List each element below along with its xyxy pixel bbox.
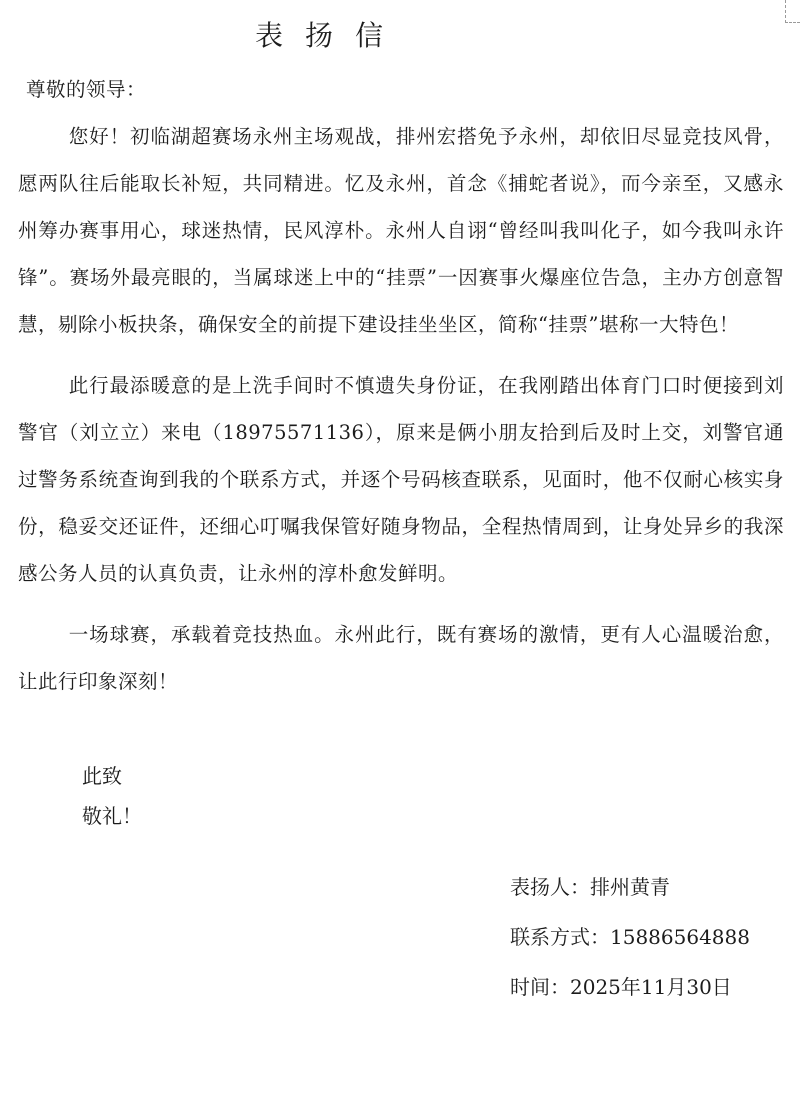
closing-line-2: 敬礼！ bbox=[82, 804, 142, 828]
paragraph-1: 您好！初临湖超赛场永州主场观战，排州宏搭免予永州，却依旧尽显竞技风骨，愿两队往后能取长补短，共同精进。忆及永州，首念《捕蛇者说》，而今亲至，又感永州筹办赛事用心，球迷热情，民风淳朴。永州人自诩“曾经叫我叫化子，如今我叫永许锋”。赛场外最亮眼的，当属球迷上中的“挂票”一因赛事火爆座位告急，主办方创意智慧，剔除小板抉条，确保安全的前提下建设挂坐坐区，简称“挂票”堪称一大特色！ bbox=[18, 125, 784, 336]
closing-line-1: 此致 bbox=[82, 764, 122, 788]
signature-block bbox=[510, 862, 750, 1012]
salutation: 尊敬的领导： bbox=[26, 78, 147, 101]
scan-edge-mark bbox=[785, 0, 800, 23]
signature-date: 时间：2025年11月30日 bbox=[510, 975, 732, 999]
signature-author: 表扬人：排州黄青 bbox=[510, 875, 670, 899]
paragraph-3: 一场球赛，承载着竞技热血。永州此行，既有赛场的激情，更有人心温暖治愈，让此行印象深刻！ bbox=[18, 623, 784, 693]
closing-block bbox=[82, 756, 142, 836]
letter-title: 表扬信 bbox=[254, 19, 405, 52]
letter-body bbox=[18, 66, 784, 705]
signature-contact: 联系方式：15886564888 bbox=[510, 925, 750, 949]
paragraph-2: 此行最添暖意的是上洗手间时不慎遗失身份证，在我刚踏出体育门口时便接到刘警官（刘立立）来电（18975571136），原来是俩小朋友拾到后及时上交，刘警官通过警务系统查询到我的个联系方式，并逐个号码核查联系，见面时，他不仅耐心核实身份，稳妥交还证件，还细心叮嘱我保管好随身物品，全程热情周到，让身处异乡的我深感公务人员的认真负责，让永州的淳朴愈发鲜明。 bbox=[18, 374, 784, 585]
